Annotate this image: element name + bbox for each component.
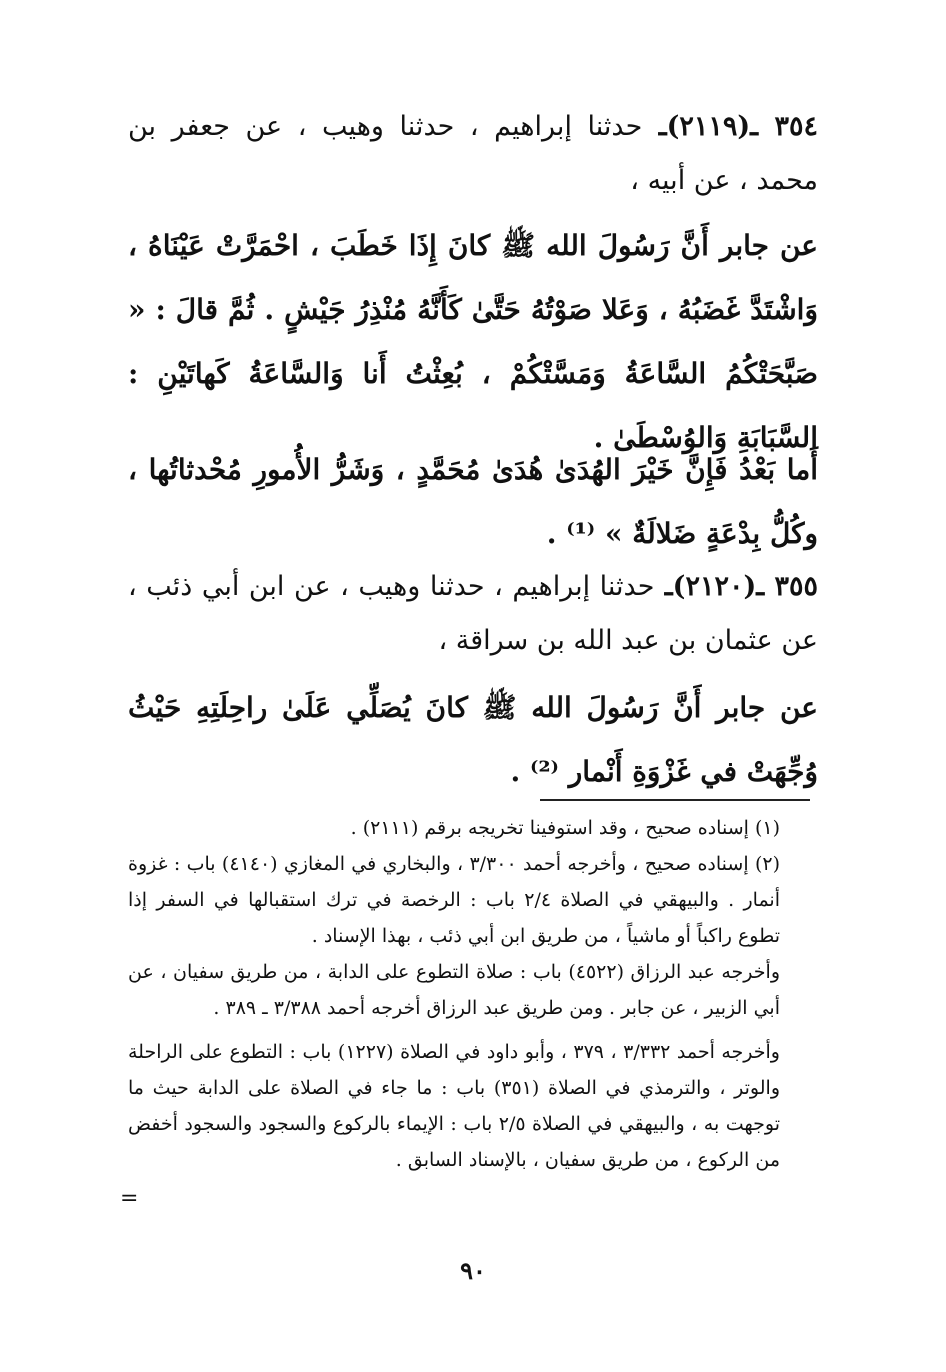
continuation-mark: = bbox=[120, 1186, 139, 1211]
hadith-354-matn-2: أَما بَعْدُ فَإِنَّ خَيْرَ الهُدَىٰ هُدَىٰ مُحَمَّدٍ ، وَشَرُّ الأُمورِ مُحْدثاتُها ، وكُلُّ بِدْعَةٍ ضَلالَةٌ » ⁽¹⁾ . bbox=[128, 453, 818, 550]
footnote-2-part-2: وأخرجه عبد الرزاق (٤٥٢٢) باب : صلاة التطوع على الدابة ، من طريق سفيان ، عن أبي الزبير ، عن جابر . ومن طريق عبد الرزاق أخرجه أحمد ٣/٣٨٨ ـ ٣٨٩ . bbox=[128, 961, 780, 1019]
hadith-355-matn: عن جابر أَنَّ رَسُولَ الله ﷺ كانَ يُصَلِّي عَلَىٰ راحِلَتِهِ حَيْثُ وُجِّهَتْ في غَزْوَةِ أَنْمار ⁽²⁾ . bbox=[128, 691, 818, 788]
hadith-354 bbox=[128, 100, 818, 208]
hadith-354-matn-2-block bbox=[128, 438, 818, 566]
footnote-1: (١) إسناده صحيح ، وقد استوفينا تخريجه برقم (٢١١١) . bbox=[350, 817, 780, 839]
hadith-355-number: ٣٥٥ ـ(٢١٢٠)ـ bbox=[664, 571, 818, 602]
footnote-separator bbox=[540, 799, 810, 801]
hadith-355-heading bbox=[128, 560, 818, 668]
hadith-354-sanad: حدثنا إبراهيم ، حدثنا وهيب ، عن جعفر بن محمد ، عن أبيه ، bbox=[128, 111, 818, 196]
hadith-354-matn-1-block bbox=[128, 214, 818, 470]
hadith-354-number: ٣٥٤ ـ(٢١١٩)ـ bbox=[658, 111, 818, 142]
hadith-354-matn-1: عن جابر أَنَّ رَسُولَ الله ﷺ كانَ إِذَا خَطَبَ ، احْمَرَّتْ عَيْنَاهُ ، وَاشْتَدَّ غَضَبُهُ ، وَعَلا صَوْتُهُ حَتَّىٰ كَأَنَّهُ مُنْذِرُ جَيْشٍ . ثُمَّ قالَ : « صَبَّحَتْكُمُ السَّاعَةُ وَمَسَّتْكُمْ ، بُعِثْتُ أَنا وَالسَّاعَةُ كَهاتَيْنِ : السَّبَابَةِ وَالوُسْطَىٰ . bbox=[128, 229, 818, 454]
hadith-355-matn-block bbox=[128, 676, 818, 804]
footnote-2-part-3: وأخرجه أحمد ٣/٣٣٢ ، ٣٧٩ ، وأبو داود في الصلاة (١٢٢٧) باب : التطوع على الراحلة والوتر ، والترمذي في الصلاة (٣٥١) باب : ما جاء في الصلاة على الدابة حيث ما توجهت به ، والبيهقي في الصلاة ٢/٥ باب : الإيماء بالركوع والسجود والسجود أخفض من الركوع ، من طريق سفيان ، بالإسناد السابق . bbox=[128, 1041, 780, 1171]
page-number: ٩٠ bbox=[460, 1256, 486, 1285]
footnote-2-part-1: (٢) إسناده صحيح ، وأخرجه أحمد ٣/٣٠٠ ، والبخاري في المغازي (٤١٤٠) باب : غزوة أنمار . والبيهقي في الصلاة ٢/٤ باب : الرخصة في ترك استقبالها في السفر إذا تطوع راكباً أو ماشياً ، من طريق ابن أبي ذئب ، بهذا الإسناد . bbox=[128, 853, 781, 947]
hadith-354-heading bbox=[128, 100, 818, 208]
hadith-355-sanad: حدثنا إبراهيم ، حدثنا وهيب ، عن ابن أبي ذئب ، عن عثمان بن عبد الله بن سراقة ، bbox=[128, 571, 818, 656]
footnotes bbox=[128, 810, 818, 1178]
hadith-355 bbox=[128, 560, 818, 668]
